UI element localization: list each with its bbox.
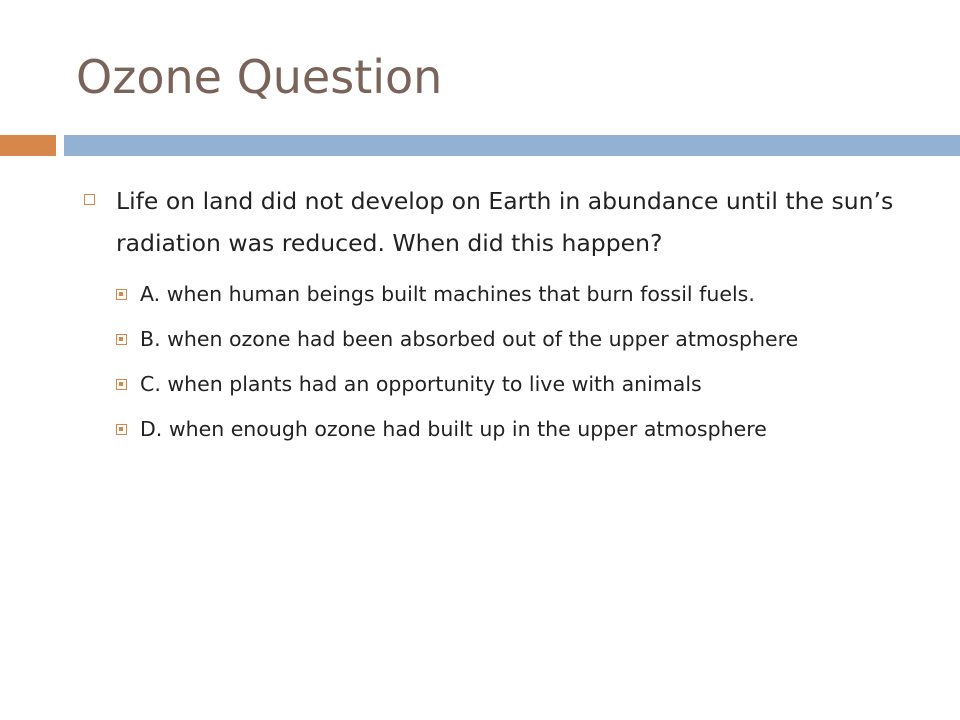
filled-square-bullet-icon bbox=[116, 379, 127, 390]
answer-option-b bbox=[84, 321, 914, 357]
title-rule-accent bbox=[0, 135, 56, 156]
answer-option-text: C. when plants had an opportunity to live with animals bbox=[140, 372, 702, 396]
slide-title: Ozone Question bbox=[76, 50, 443, 104]
slide-body bbox=[84, 180, 914, 456]
answer-option-text: B. when ozone had been absorbed out of the upper atmosphere bbox=[140, 327, 799, 351]
question-text: Life on land did not develop on Earth in abundance until the sun’s radiation was reduced. When did this happen? bbox=[116, 187, 894, 257]
filled-square-bullet-icon bbox=[116, 289, 127, 300]
filled-square-bullet-icon bbox=[116, 424, 127, 435]
answer-option-d bbox=[84, 411, 914, 447]
answer-options bbox=[84, 276, 914, 447]
question-bullet bbox=[84, 180, 914, 264]
answer-option-a bbox=[84, 276, 914, 312]
title-rule-bar bbox=[64, 135, 960, 156]
filled-square-bullet-icon bbox=[116, 334, 127, 345]
answer-option-text: A. when human beings built machines that burn fossil fuels. bbox=[140, 282, 755, 306]
answer-option-c bbox=[84, 366, 914, 402]
square-bullet-icon bbox=[84, 194, 95, 205]
answer-option-text: D. when enough ozone had built up in the upper atmosphere bbox=[140, 417, 767, 441]
